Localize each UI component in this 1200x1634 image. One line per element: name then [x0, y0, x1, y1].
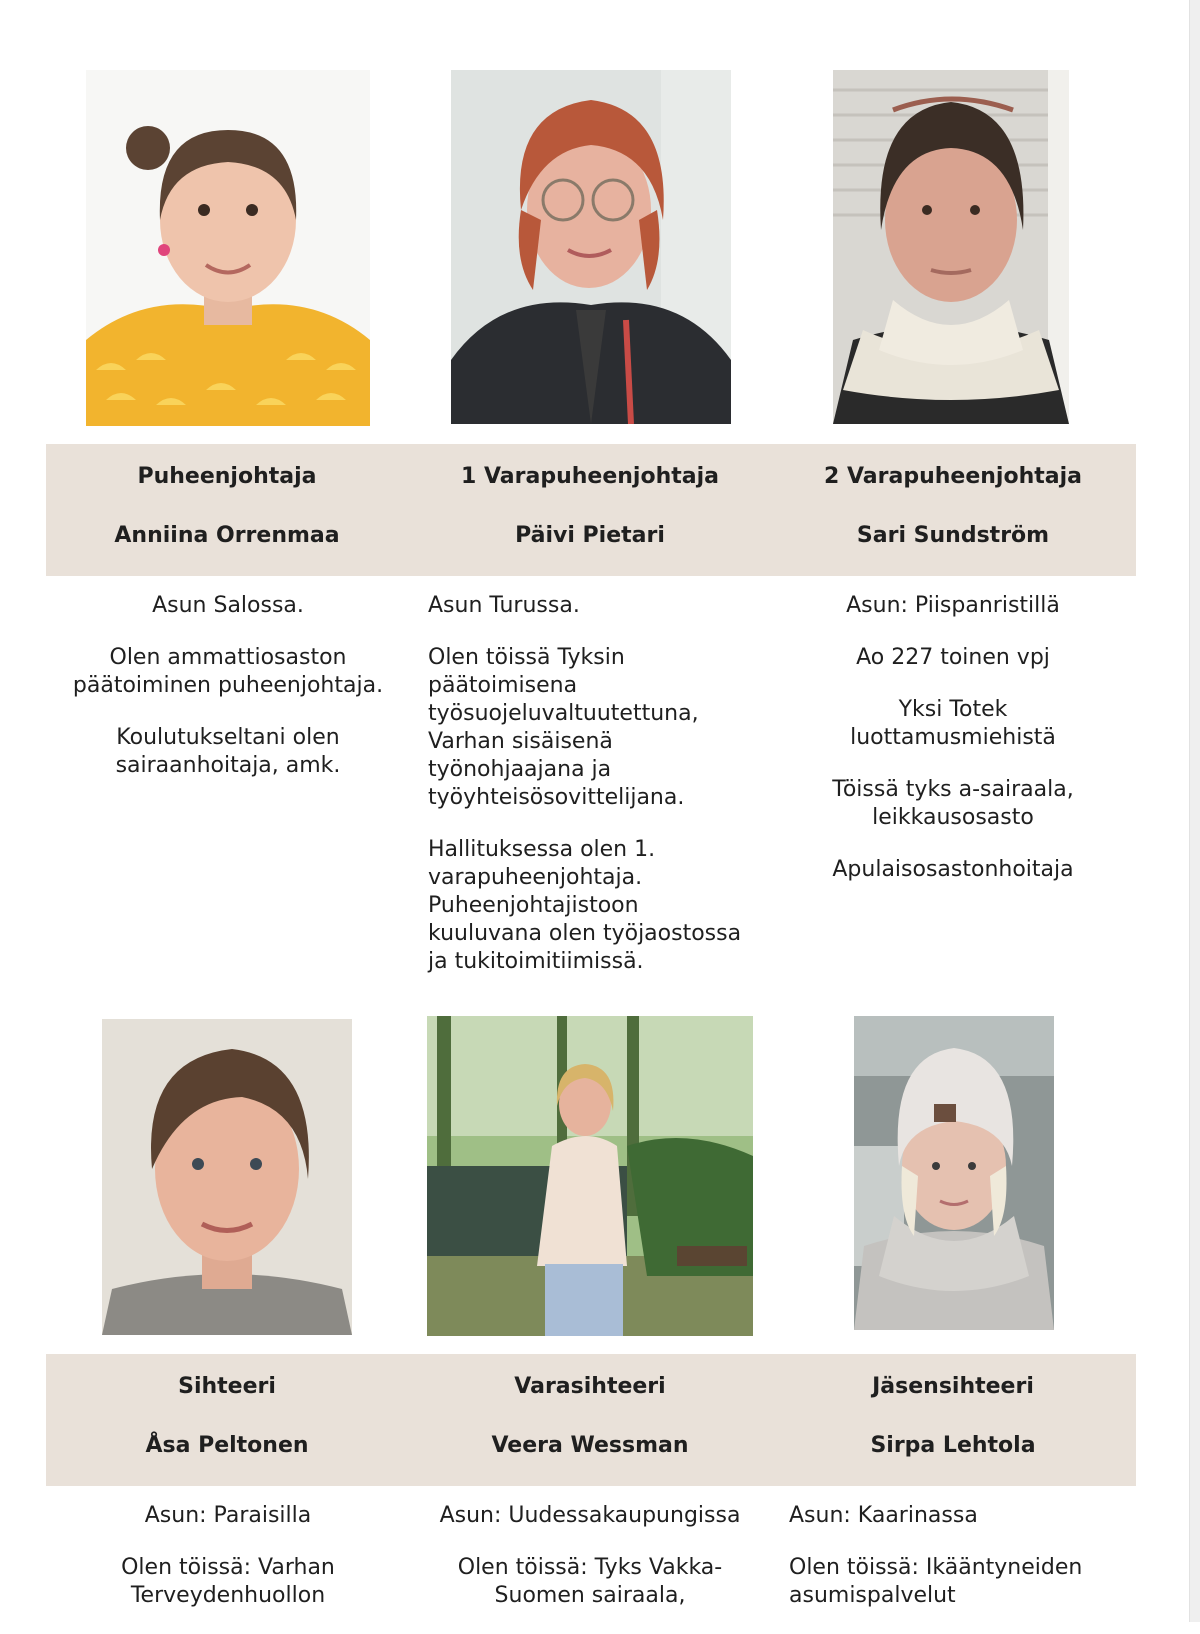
role-title: 2 Varapuheenjohtaja [824, 464, 1082, 489]
description-paragraph: Asun: Paraisilla [144, 1503, 312, 1528]
member-description-5 [430, 1502, 750, 1634]
description-paragraph: Olen töissä Tyksin päätoimisena työsuojeluvaltuutettuna, Varhan sisäisenä työnohjaajana ja työyhteisösovittelijana. [428, 645, 699, 810]
role-title: Jäsensihteeri [872, 1374, 1034, 1399]
role-cell-5 [409, 1354, 771, 1486]
page-edge [1189, 0, 1200, 1622]
role-cell-6 [772, 1354, 1134, 1486]
member-name: Sari Sundström [856, 523, 1050, 548]
portrait-photo-veera [427, 1016, 753, 1336]
description-paragraph: Asun Salossa. [152, 593, 304, 618]
role-title: 1 Varapuheenjohtaja [461, 464, 719, 489]
portrait-photo-anniina [86, 70, 370, 426]
member-description-6 [789, 1502, 1099, 1634]
member-description-1 [60, 592, 396, 804]
description-paragraph: Olen töissä: Tyks Vakka-Suomen sairaala, [457, 1555, 723, 1608]
description-paragraph: Asun: Kaarinassa [789, 1503, 978, 1528]
description-paragraph: Töissä tyks a-sairaala, leikkausosasto [832, 777, 1074, 830]
description-paragraph: Asun Turussa. [428, 593, 580, 618]
description-paragraph: Olen töissä: Varhan Terveydenhuollon [121, 1555, 335, 1608]
member-description-3 [800, 592, 1106, 908]
member-name: Päivi Pietari [515, 523, 665, 548]
portrait-photo-paivi [451, 70, 731, 424]
member-name: Sirpa Lehtola [870, 1433, 1036, 1458]
role-title: Varasihteeri [514, 1374, 666, 1399]
member-name: Veera Wessman [491, 1433, 689, 1458]
description-paragraph: Ao 227 toinen vpj [856, 645, 1050, 670]
role-title: Sihteeri [178, 1374, 276, 1399]
top-role-band [46, 444, 1136, 576]
role-cell-2 [409, 444, 771, 576]
description-paragraph: Olen töissä: Ikääntyneiden asumispalvelut [789, 1555, 1083, 1608]
description-paragraph: Yksi Totek luottamusmiehistä [850, 697, 1056, 750]
role-cell-1 [46, 444, 408, 576]
portrait-photo-asa [102, 1019, 352, 1335]
role-cell-3 [772, 444, 1134, 576]
description-paragraph: Koulutukseltani olen sairaanhoitaja, amk. [115, 725, 341, 778]
role-cell-4 [46, 1354, 408, 1486]
role-title: Puheenjohtaja [137, 464, 317, 489]
member-description-4 [80, 1502, 376, 1634]
bottom-role-band [46, 1354, 1136, 1486]
description-paragraph: Olen ammattiosaston päätoiminen puheenjohtaja. [72, 645, 384, 698]
description-paragraph: Asun: Piispanristillä [846, 593, 1060, 618]
member-description-2 [428, 592, 758, 1000]
description-paragraph: Hallituksessa olen 1. varapuheenjohtaja. Puheenjohtajistoon kuuluvana olen työjaostossa ja tukitoimitiimissä. [428, 837, 742, 974]
portrait-photo-sari [833, 70, 1069, 424]
portrait-photo-sirpa [854, 1016, 1054, 1330]
member-name: Åsa Peltonen [145, 1433, 309, 1458]
description-paragraph: Apulaisosastonhoitaja [832, 857, 1074, 882]
member-name: Anniina Orrenmaa [114, 523, 340, 548]
description-paragraph: Asun: Uudessakaupungissa [439, 1503, 741, 1528]
